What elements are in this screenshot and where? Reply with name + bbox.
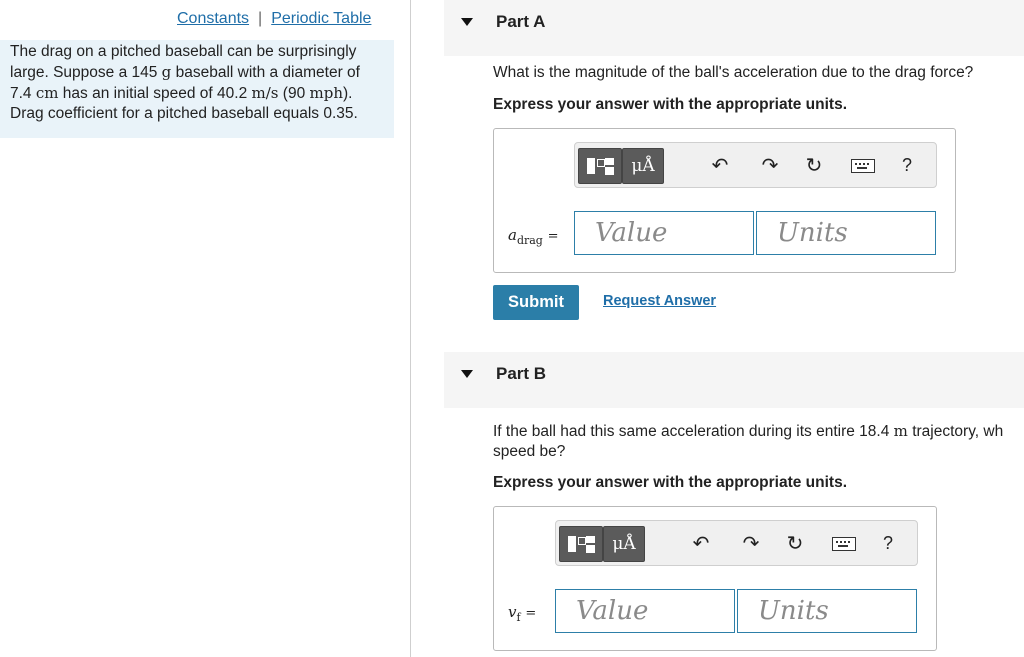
part-b-question bbox=[493, 421, 1024, 462]
units-button[interactable] bbox=[603, 526, 645, 562]
unit-cm: cm bbox=[35, 84, 59, 102]
math-toolbar bbox=[574, 142, 937, 188]
part-a-header[interactable] bbox=[444, 0, 1024, 56]
variable-symbol: a bbox=[508, 226, 517, 244]
unit-grams: g bbox=[161, 63, 172, 81]
units-input[interactable]: Units bbox=[756, 211, 936, 255]
keyboard-icon[interactable] bbox=[832, 537, 856, 551]
problem-line-4: Drag coefficient for a pitched baseball equals 0.35. bbox=[10, 105, 358, 122]
keyboard-icon[interactable] bbox=[851, 159, 875, 173]
part-b-header[interactable] bbox=[444, 352, 1024, 408]
unit-mps: m/s bbox=[251, 84, 279, 102]
units-input[interactable]: Units bbox=[737, 589, 917, 633]
part-b-instruction: Express your answer with the appropriate units. bbox=[493, 474, 848, 491]
periodic-table-link[interactable]: Periodic Table bbox=[271, 10, 372, 27]
help-icon[interactable]: ? bbox=[883, 533, 894, 553]
part-b-answer-box bbox=[493, 506, 937, 651]
templates-button[interactable] bbox=[578, 148, 622, 184]
resource-links bbox=[177, 10, 371, 28]
part-a-answer-box bbox=[493, 128, 956, 273]
value-input[interactable]: Value bbox=[555, 589, 735, 633]
problem-text: ). bbox=[343, 85, 353, 102]
links-bar bbox=[0, 0, 394, 40]
variable-subscript: f bbox=[516, 611, 521, 624]
part-b-title: Part B bbox=[496, 364, 547, 383]
problem-line-1: The drag on a pitched baseball can be surprisingly bbox=[10, 43, 357, 60]
problem-text: baseball with a diameter of bbox=[171, 64, 360, 81]
units-button-label: μÅ bbox=[631, 156, 655, 176]
variable-label bbox=[508, 603, 536, 624]
templates-button[interactable] bbox=[559, 526, 603, 562]
link-separator: | bbox=[258, 10, 263, 27]
collapse-triangle-icon[interactable] bbox=[461, 18, 473, 26]
problem-text: (90 bbox=[278, 85, 310, 102]
redo-icon[interactable]: ↷ bbox=[742, 533, 760, 555]
part-a-title: Part A bbox=[496, 12, 546, 31]
redo-icon[interactable]: ↷ bbox=[761, 155, 779, 177]
reset-icon[interactable]: ↻ bbox=[786, 533, 804, 555]
question-text: If the ball had this same acceleration during its entire 18.4 bbox=[493, 423, 894, 440]
problem-text: has an initial speed of 40.2 bbox=[58, 85, 252, 102]
reset-icon[interactable]: ↻ bbox=[805, 155, 823, 177]
problem-statement bbox=[10, 42, 385, 124]
help-icon[interactable]: ? bbox=[902, 155, 913, 175]
question-text: speed be? bbox=[493, 443, 566, 460]
variable-label bbox=[508, 226, 559, 247]
units-button[interactable] bbox=[622, 148, 664, 184]
variable-symbol: v bbox=[508, 603, 517, 621]
problem-panel bbox=[0, 0, 394, 138]
math-toolbar bbox=[555, 520, 918, 566]
part-a-instruction: Express your answer with the appropriate units. bbox=[493, 96, 848, 113]
request-answer-link[interactable]: Request Answer bbox=[603, 293, 717, 309]
units-button-label: μÅ bbox=[612, 534, 636, 554]
unit-mph: mph bbox=[309, 84, 344, 102]
undo-icon[interactable]: ↶ bbox=[711, 155, 729, 177]
column-divider bbox=[410, 0, 411, 657]
collapse-triangle-icon[interactable] bbox=[461, 370, 473, 378]
value-input[interactable]: Value bbox=[574, 211, 754, 255]
part-a-question: What is the magnitude of the ball's acceleration due to the drag force? bbox=[493, 64, 974, 81]
variable-subscript: drag bbox=[516, 234, 543, 247]
submit-button[interactable]: Submit bbox=[493, 285, 579, 320]
undo-icon[interactable]: ↶ bbox=[692, 533, 710, 555]
equals-sign: = bbox=[547, 229, 559, 244]
constants-link[interactable]: Constants bbox=[177, 10, 250, 27]
question-text: trajectory, wh bbox=[907, 423, 1004, 440]
problem-text: large. Suppose a 145 bbox=[10, 64, 162, 81]
problem-text: 7.4 bbox=[10, 85, 36, 102]
unit-m: m bbox=[893, 422, 908, 440]
equals-sign: = bbox=[525, 606, 537, 621]
